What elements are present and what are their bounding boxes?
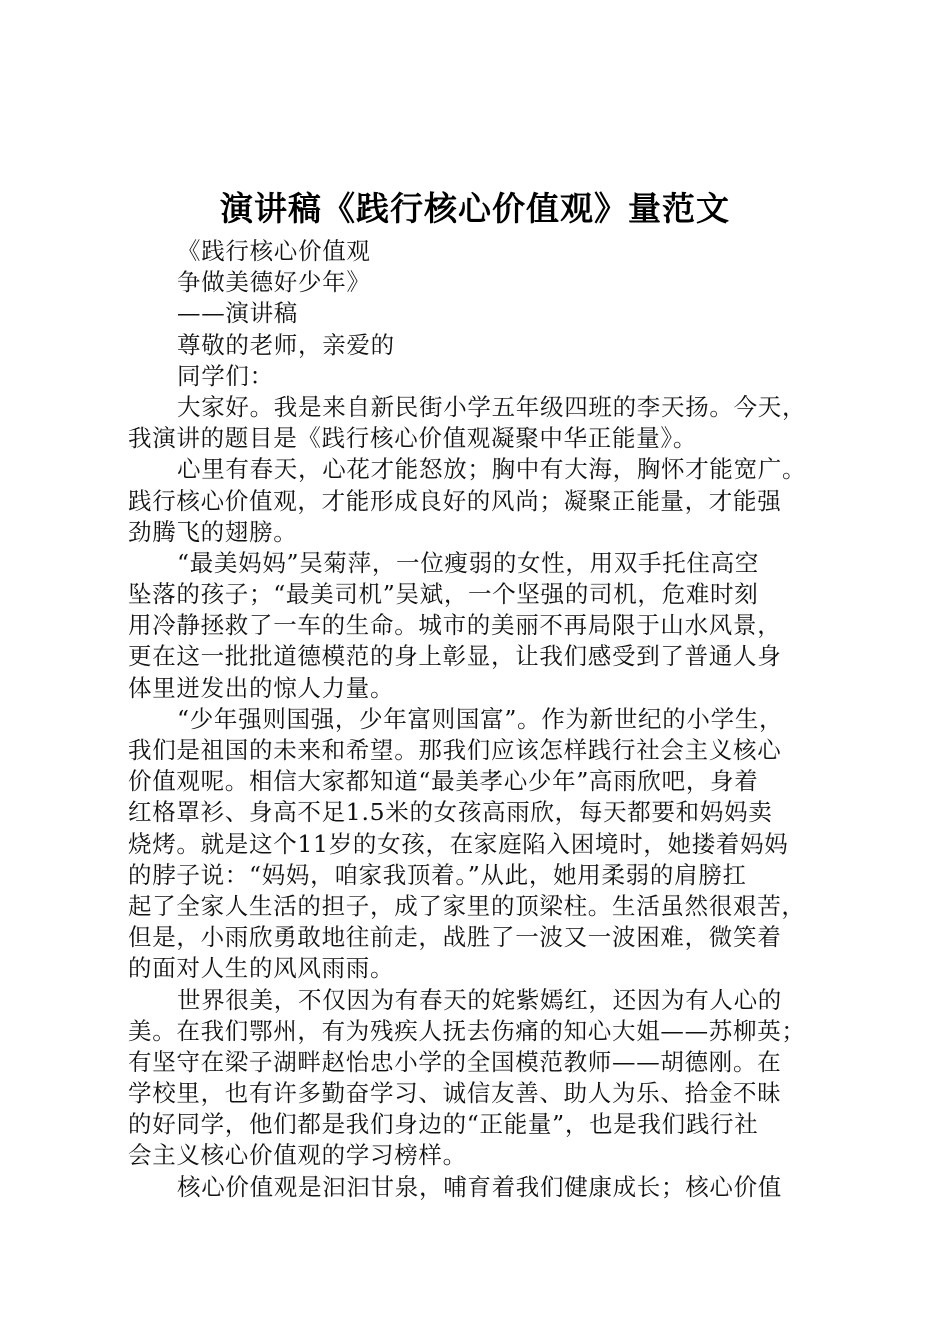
- text-line: 起了全家人生活的担子，成了家里的顶梁柱。生活虽然很艰苦，: [128, 891, 806, 920]
- text-line: 核心价值观是汩汩甘泉，哺育着我们健康成长；核心价值: [177, 1172, 782, 1201]
- text-line: 的面对人生的风风雨雨。: [128, 954, 395, 983]
- text-line: 我演讲的题目是《践行核心价值观凝聚中华正能量》。: [128, 424, 698, 453]
- text-line: 体里迸发出的惊人力量。: [128, 673, 395, 702]
- text-line: 劲腾飞的翅膀。: [128, 517, 298, 546]
- text-line: 有坚守在梁子湖畔赵怡忠小学的全国模范教师——胡德刚。在: [128, 1047, 782, 1076]
- text-line: 美。在我们鄂州，有为残疾人抚去伤痛的知心大姐——苏柳英；: [128, 1016, 806, 1045]
- text-line: 红格罩衫、身高不足1.5米的女孩高雨欣，每天都要和妈妈卖: [128, 798, 773, 827]
- text-line: 践行核心价值观，才能形成良好的风尚；凝聚正能量，才能强: [128, 486, 782, 515]
- text-line: 心里有春天，心花才能怒放；胸中有大海，胸怀才能宽广。: [177, 455, 807, 484]
- text-line: 的好同学，他们都是我们身边的“正能量”，也是我们践行社: [128, 1110, 759, 1139]
- text-line: 世界很美，不仅因为有春天的姹紫嫣红，还因为有人心的: [177, 985, 782, 1014]
- text-line: 我们是祖国的未来和希望。那我们应该怎样践行社会主义核心: [128, 736, 782, 764]
- text-line: 尊敬的老师，亲爱的: [177, 330, 395, 359]
- text-line: 用冷静拯救了一车的生命。城市的美丽不再局限于山水风景，: [128, 611, 782, 640]
- text-line: 争做美德好少年》: [177, 268, 371, 297]
- text-line: “最美妈妈”吴菊萍，一位瘦弱的女性，用双手托住高空: [177, 548, 760, 577]
- text-line: 的脖子说：“妈妈，咱家我顶着。”从此，她用柔弱的肩膀扛: [128, 860, 747, 889]
- text-line: 但是，小雨欣勇敢地往前走，战胜了一波又一波困难，微笑着: [128, 923, 782, 952]
- text-line: 烧烤。就是这个11岁的女孩，在家庭陷入困境时，她搂着妈妈: [128, 829, 789, 858]
- text-line: 会主义核心价值观的学习榜样。: [128, 1141, 467, 1170]
- text-line: 学校里，也有许多勤奋学习、诚信友善、助人为乐、拾金不昧: [128, 1079, 782, 1108]
- text-line: 更在这一批批道德模范的身上彰显，让我们感受到了普通人身: [128, 642, 782, 671]
- text-line: 《践行核心价值观: [177, 237, 371, 265]
- text-line: 价值观呢。相信大家都知道“最美孝心少年”高雨欣吧，身着: [128, 767, 759, 796]
- text-line: ——演讲稿: [177, 299, 298, 328]
- text-line: 坠落的孩子；“最美司机”吴斌，一个坚强的司机，危难时刻: [128, 580, 759, 609]
- document-body: [128, 236, 834, 1203]
- document-title: 演讲稿《践行核心价值观》量范文: [220, 189, 730, 228]
- text-line: 同学们：: [177, 361, 274, 390]
- text-line: 大家好。我是来自新民街小学五年级四班的李天扬。今天，: [177, 392, 807, 421]
- text-line: “少年强则国强，少年富则国富”。作为新世纪的小学生，: [177, 704, 784, 733]
